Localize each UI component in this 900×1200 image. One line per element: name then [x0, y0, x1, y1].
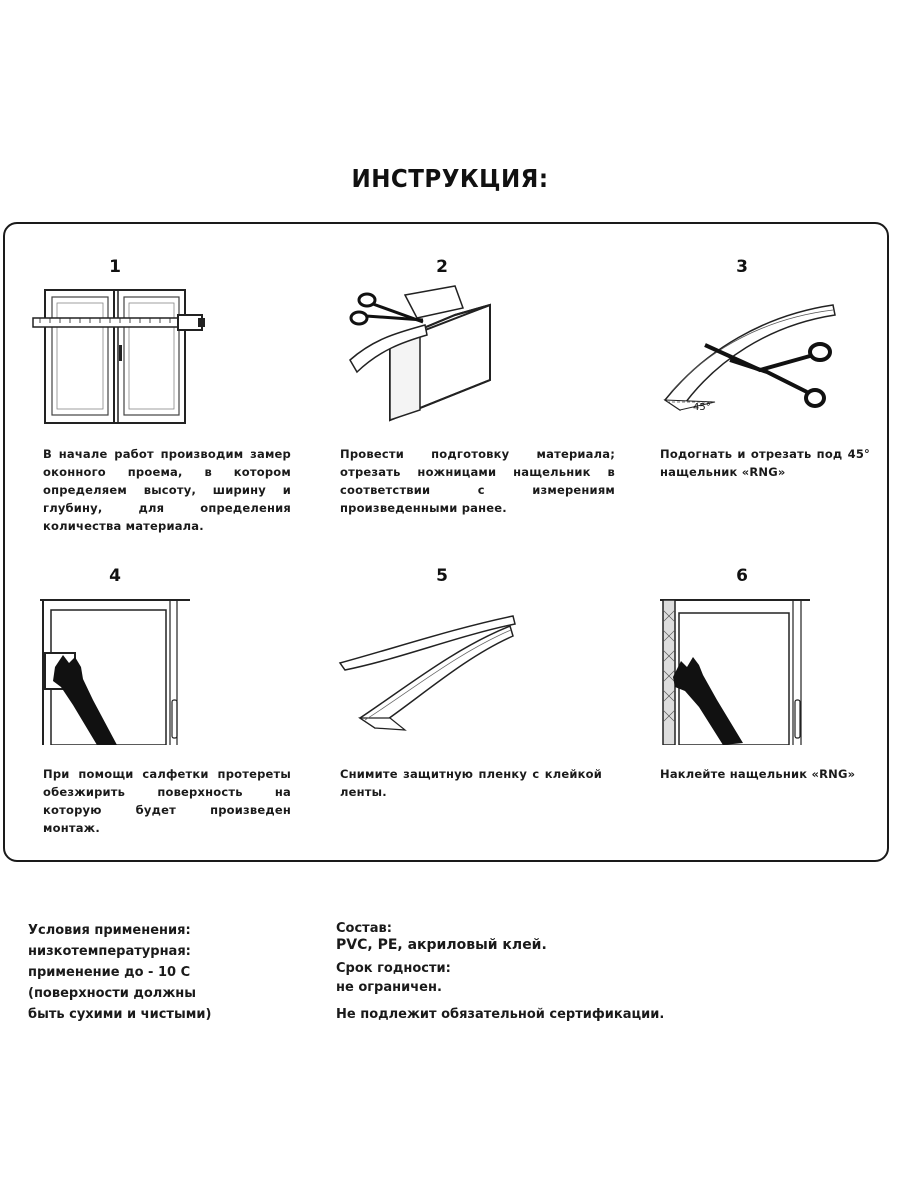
- step-5-number: 5: [436, 566, 448, 586]
- conditions-line: низкотемпературная:: [28, 944, 191, 959]
- step-4-number: 4: [109, 566, 121, 586]
- conditions-line: (поверхности должны: [28, 986, 197, 1001]
- page-title: ИНСТРУКЦИЯ:: [351, 164, 549, 193]
- certification-note: Не подлежит обязательной сертификации.: [336, 1007, 665, 1022]
- step-5-text: Снимите защитную пленку с клейкой ленты.: [340, 767, 602, 799]
- step-1-number: 1: [109, 257, 121, 277]
- step-6-text: Наклейте нащельник «RNG»: [660, 767, 856, 781]
- step-1-text: В начале работ производим замер оконного проема, в котором определяем высоту, ширину и глубину, для определения количества материала.: [43, 447, 291, 533]
- step-3-number: 3: [736, 257, 748, 277]
- window-measuring-illustration: [30, 285, 210, 430]
- usage-conditions: [28, 920, 211, 1025]
- shelf-life-value: не ограничен.: [336, 980, 442, 995]
- step-6-number: 6: [736, 566, 748, 586]
- wiping-surface-illustration: [35, 595, 195, 745]
- angle-label: 45°: [693, 402, 711, 413]
- composition-info: [336, 918, 664, 1025]
- conditions-line: Условия применения:: [28, 923, 191, 938]
- step-3-text: Подогнать и отрезать под 45° нащельник «RNG»: [660, 447, 870, 479]
- composition-value: PVC, PE, акриловый клей.: [336, 937, 547, 953]
- apply-strip-illustration: [655, 595, 815, 745]
- step-2-text: Провести подготовку материала; отрезать ножницами нащельник в соответствии с измерениям произведенными ранее.: [340, 447, 615, 515]
- conditions-line: быть сухими и чистыми): [28, 1007, 212, 1022]
- cutting-material-illustration: [345, 280, 520, 430]
- peel-film-illustration: [335, 608, 520, 738]
- step-4-text: При помощи салфетки протереты обезжирить поверхность на которую будет произведен монтаж.: [43, 767, 291, 835]
- conditions-line: применение до - 10 С: [28, 965, 191, 980]
- step-2-number: 2: [436, 257, 448, 277]
- cut-45-degree-illustration: [655, 290, 840, 420]
- composition-label: Состав:: [336, 921, 392, 936]
- shelf-life-label: Срок годности:: [336, 961, 451, 976]
